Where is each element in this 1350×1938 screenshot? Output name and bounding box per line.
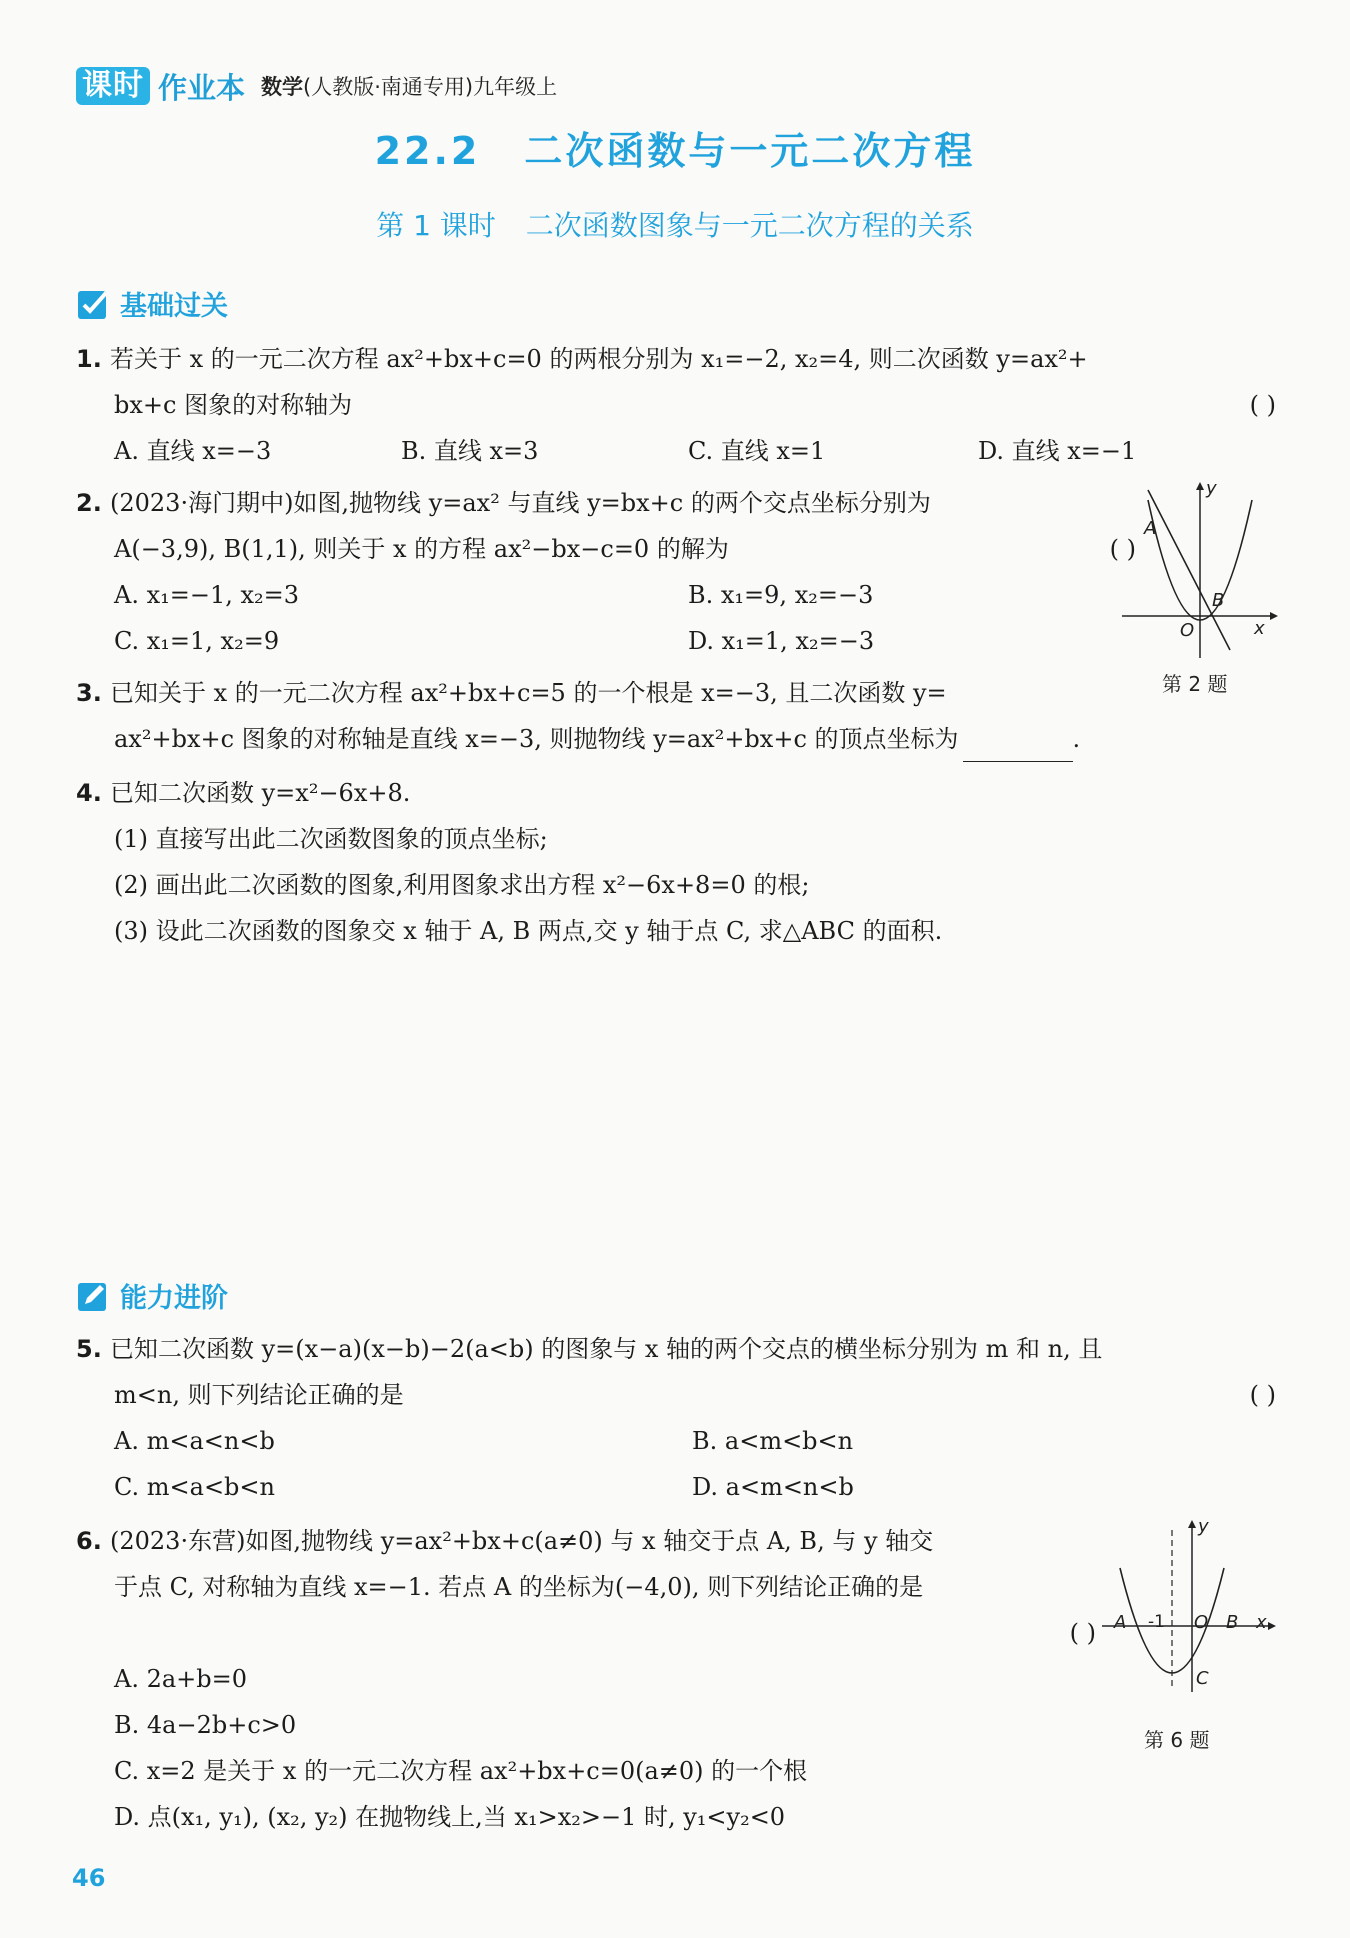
q4-sub-3: (3) 设此二次函数的图象交 x 轴于 A, B 两点,交 y 轴于点 C, 求△ABC 的面积. xyxy=(114,917,943,945)
figure-q2 xyxy=(1118,480,1278,700)
axis-y-label: y xyxy=(1206,478,1217,499)
answer-paren: ( ) xyxy=(1069,1619,1096,1647)
answer-blank[interactable] xyxy=(963,733,1073,762)
q6-text-line2: 于点 C, 对称轴为直线 x=−1. 若点 A 的坐标为(−4,0), 则下列结论正确的是 xyxy=(114,1573,924,1601)
question-number: 5. xyxy=(76,1335,102,1363)
option-d: D. 直线 x=−1 xyxy=(978,437,1137,465)
question-2 xyxy=(76,480,1136,664)
book-info: 数学(人教版·南通专用)九年级上 xyxy=(261,75,558,99)
point-b-label: B xyxy=(1212,590,1225,611)
option-a: A. m<a<n<b xyxy=(114,1427,275,1455)
q5-text-line1: 已知二次函数 y=(x−a)(x−b)−2(a<b) 的图象与 x 轴的两个交点的横坐标分别为 m 和 n, 且 xyxy=(110,1335,1103,1363)
question-number: 2. xyxy=(76,489,102,517)
axis-x-label: x xyxy=(1254,618,1265,639)
answer-paren: ( ) xyxy=(1249,391,1276,419)
question-number: 4. xyxy=(76,779,102,807)
option-c: C. x₁=1, x₂=9 xyxy=(114,627,280,655)
origin-label: O xyxy=(1180,620,1195,641)
option-a: A. 2a+b=0 xyxy=(114,1665,248,1693)
chapter-name: 二次函数与一元二次方程 xyxy=(524,129,976,173)
question-4 xyxy=(76,770,1276,954)
lesson-name: 二次函数图象与一元二次方程的关系 xyxy=(525,209,974,242)
point-a-label: A xyxy=(1144,518,1157,539)
axis-x-label: x xyxy=(1256,1612,1267,1633)
option-a: A. 直线 x=−3 xyxy=(114,437,272,465)
page-number: 46 xyxy=(72,1864,106,1892)
option-c: C. m<a<b<n xyxy=(114,1473,275,1501)
q1-text-line1: 若关于 x 的一元二次方程 ax²+bx+c=0 的两根分别为 x₁=−2, x₂=4, 则二次函数 y=ax²+ xyxy=(110,345,1088,373)
axis-y-label: y xyxy=(1198,1516,1209,1537)
chapter-number: 22.2 xyxy=(374,129,481,173)
q4-text-line1: 已知二次函数 y=x²−6x+8. xyxy=(110,779,411,807)
option-d: D. a<m<n<b xyxy=(692,1473,854,1501)
point-b-label: B xyxy=(1226,1612,1239,1633)
question-5 xyxy=(76,1326,1276,1510)
brand-name: 作业本 xyxy=(158,70,246,105)
checkbox-icon xyxy=(76,287,110,321)
option-c: C. x=2 是关于 x 的一元二次方程 ax²+bx+c=0(a≠0) 的一个根 xyxy=(114,1757,808,1785)
figure-caption: 第 2 题 xyxy=(1162,672,1228,696)
q4-sub-2: (2) 画出此二次函数的图象,利用图象求出方程 x²−6x+8=0 的根; xyxy=(114,871,810,899)
question-6 xyxy=(76,1518,1276,1840)
q4-sub-1: (1) 直接写出此二次函数图象的顶点坐标; xyxy=(114,825,548,853)
q3-text-line2: ax²+bx+c 图象的对称轴是直线 x=−3, 则抛物线 y=ax²+bx+c 的顶点坐标为 xyxy=(114,725,959,753)
question-number: 3. xyxy=(76,679,102,707)
figure-q6 xyxy=(1098,1516,1278,1756)
figure-q6-graph xyxy=(1098,1516,1278,1696)
option-b: B. x₁=9, x₂=−3 xyxy=(688,581,874,609)
q3-text-line1: 已知关于 x 的一元二次方程 ax²+bx+c=5 的一个根是 x=−3, 且二次函数 y= xyxy=(110,679,947,707)
option-d: D. x₁=1, x₂=−3 xyxy=(688,627,875,655)
point-c-label: C xyxy=(1196,1668,1209,1689)
option-b: B. 直线 x=3 xyxy=(401,437,539,465)
question-3: 3. 已知关于 x 的一元二次方程 ax²+bx+c=5 的一个根是 x=−3, 且二次函数 y= ax²+bx+c 图象的对称轴是直线 x=−3, 则抛物线 y=ax²+bx+c 的顶点坐标为 . xyxy=(76,670,1276,762)
option-d: D. 点(x₁, y₁), (x₂, y₂) 在抛物线上,当 x₁>x₂>−1 时, y₁<y₂<0 xyxy=(114,1803,786,1831)
section-basic-label: 基础过关 xyxy=(120,291,228,322)
question-number: 1. xyxy=(76,345,102,373)
minus-one-label: -1 xyxy=(1148,1612,1165,1632)
section-advanced-label: 能力进阶 xyxy=(120,1283,228,1314)
section-advanced xyxy=(76,1276,228,1315)
q5-text-line2: m<n, 则下列结论正确的是 xyxy=(114,1381,404,1409)
point-a-label: A xyxy=(1114,1612,1127,1633)
q6-text-line1: (2023·东营)如图,抛物线 y=ax²+bx+c(a≠0) 与 x 轴交于点 A, B, 与 y 轴交 xyxy=(110,1527,934,1555)
question-number: 6. xyxy=(76,1527,102,1555)
q1-text-line2: bx+c 图象的对称轴为 xyxy=(114,391,353,419)
lesson-number: 第 1 课时 xyxy=(376,209,496,242)
answer-paren: ( ) xyxy=(1109,535,1136,563)
option-b: B. a<m<b<n xyxy=(692,1427,854,1455)
chapter-title xyxy=(0,120,1350,175)
lesson-subtitle xyxy=(0,204,1350,244)
q2-text-line2: A(−3,9), B(1,1), 则关于 x 的方程 ax²−bx−c=0 的解为 xyxy=(114,535,729,563)
pencil-icon xyxy=(76,1279,110,1313)
option-b: B. 4a−2b+c>0 xyxy=(114,1711,297,1739)
q2-text-line1: (2023·海门期中)如图,抛物线 y=ax² 与直线 y=bx+c 的两个交点坐标分别为 xyxy=(110,489,931,517)
section-basic xyxy=(76,284,228,323)
book-header xyxy=(76,66,557,106)
origin-label: O xyxy=(1194,1612,1209,1633)
question-1 xyxy=(76,336,1276,474)
option-a: A. x₁=−1, x₂=3 xyxy=(114,581,300,609)
figure-caption: 第 6 题 xyxy=(1144,1728,1210,1752)
answer-paren: ( ) xyxy=(1249,1381,1276,1409)
option-c: C. 直线 x=1 xyxy=(688,437,826,465)
brand-logo: 课时 xyxy=(76,67,150,105)
